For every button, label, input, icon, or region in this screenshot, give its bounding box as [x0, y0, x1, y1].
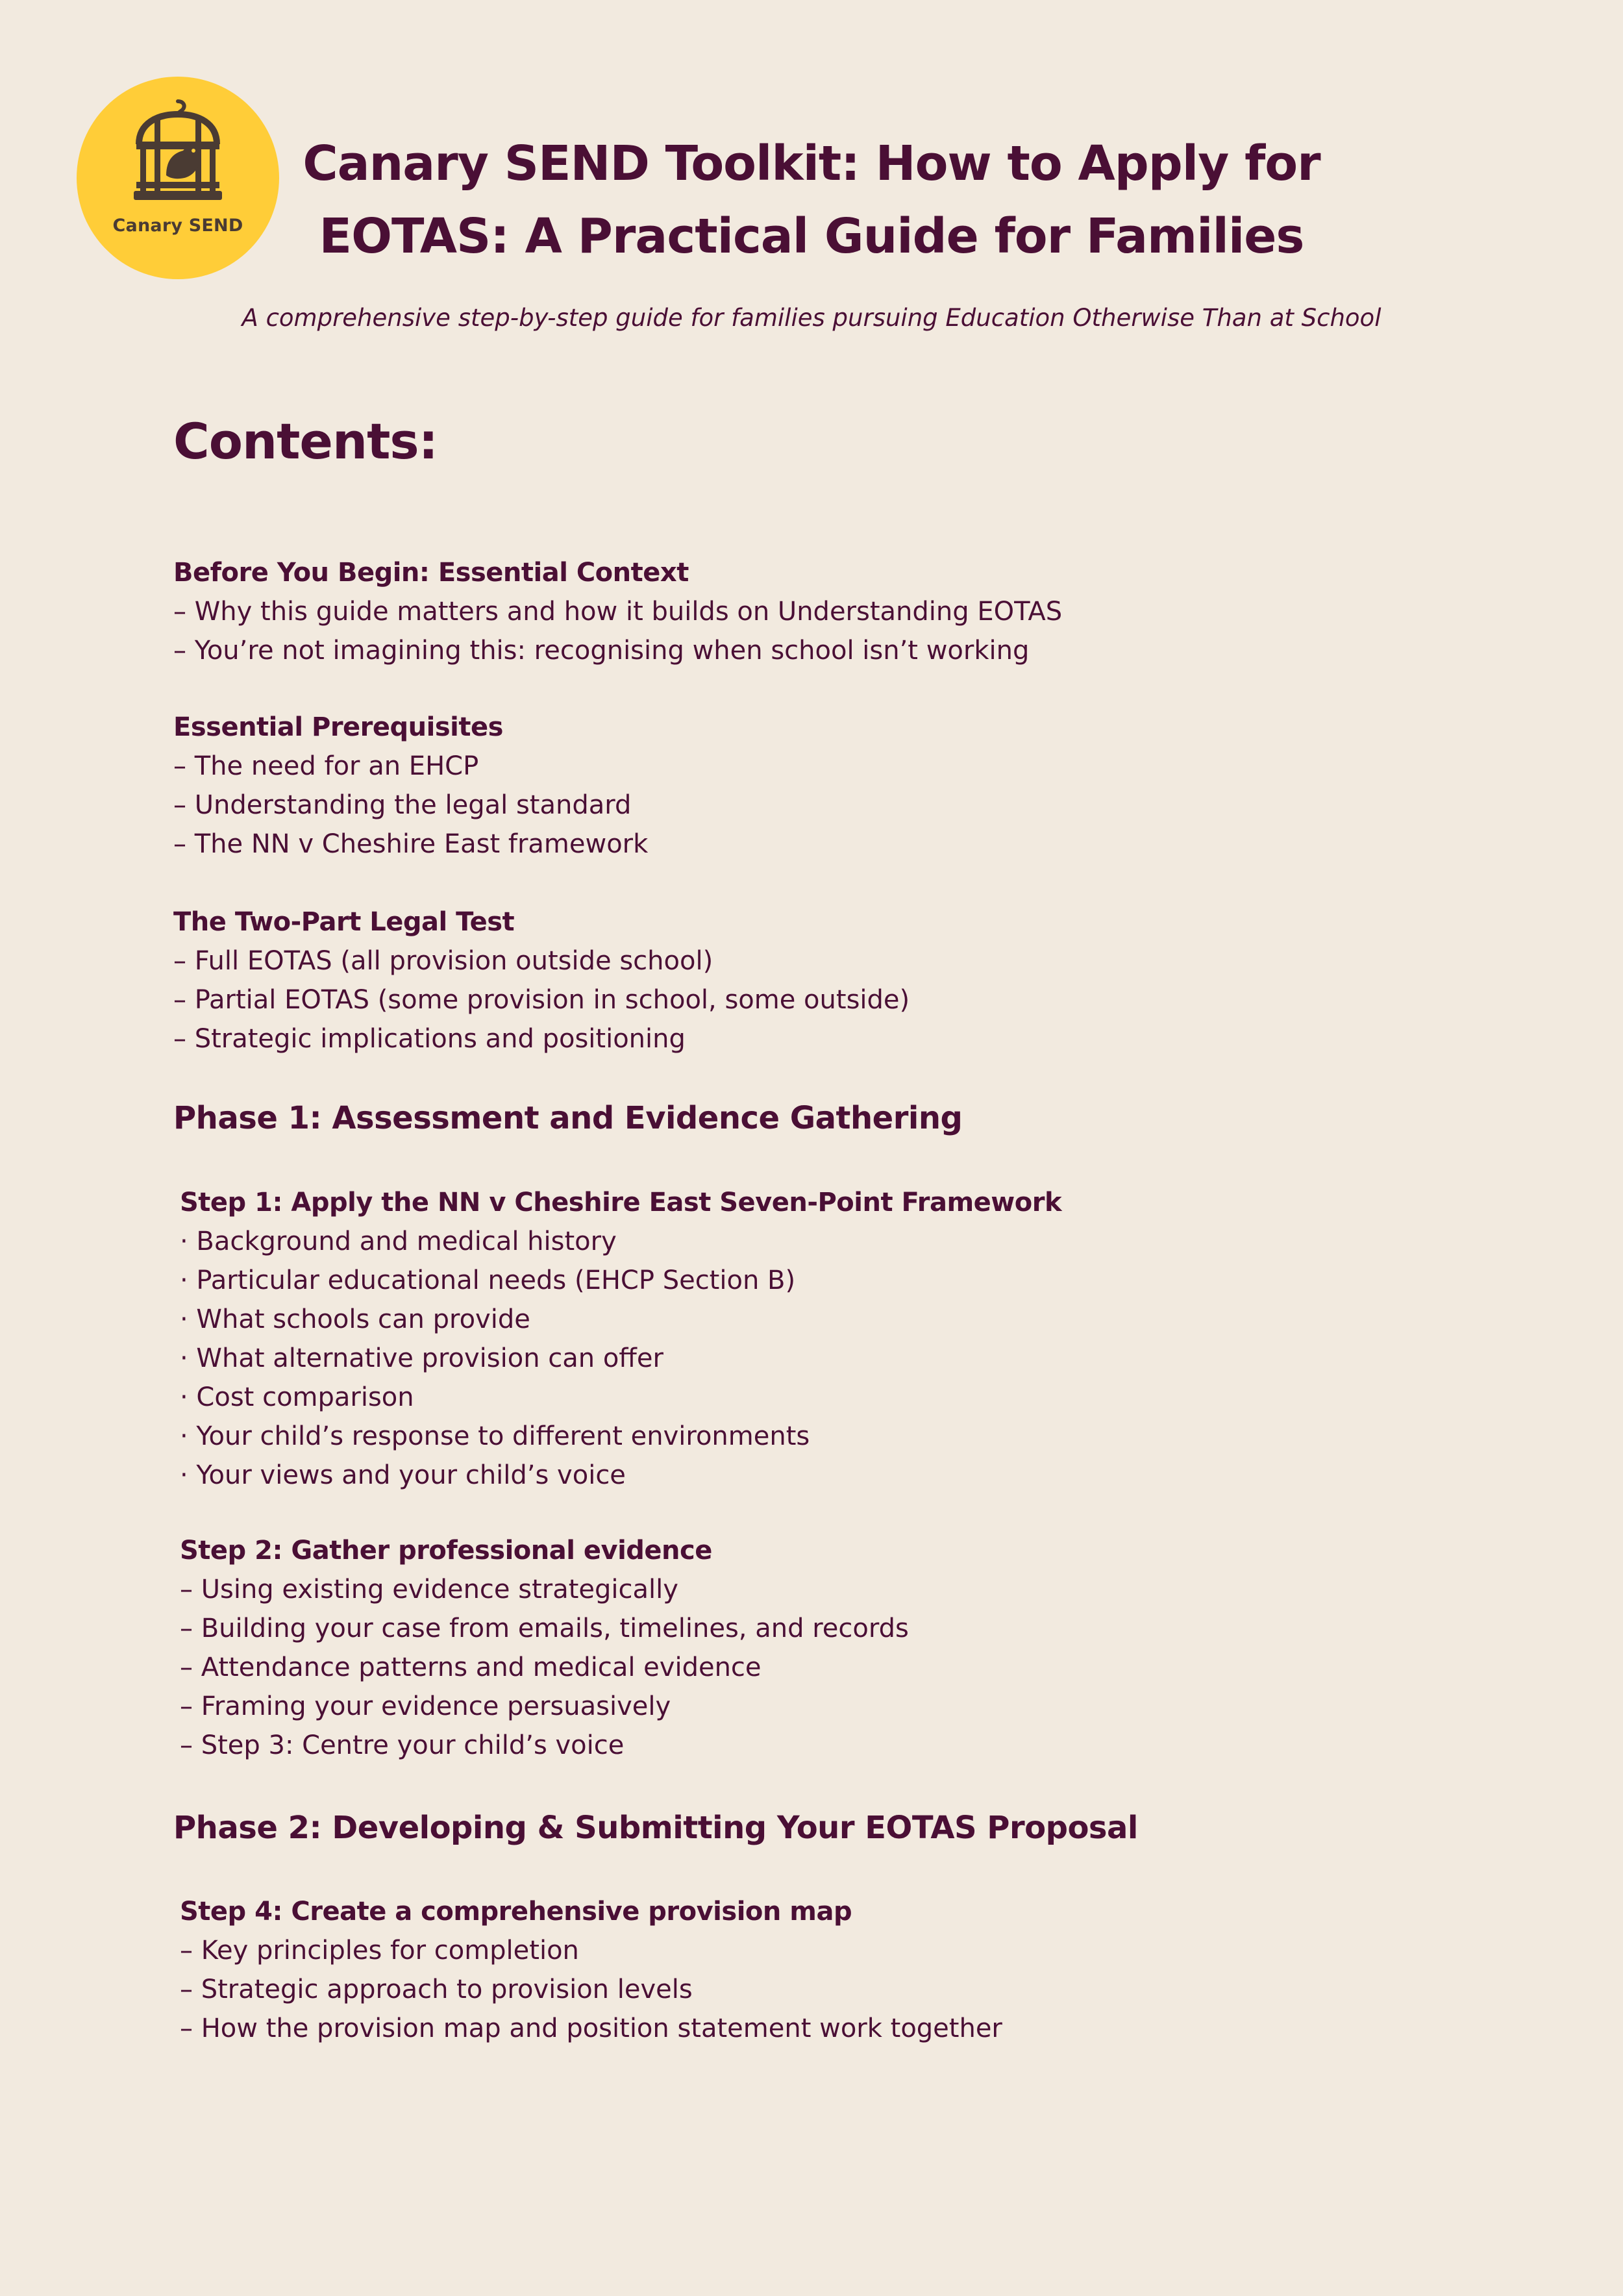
phase-2-title: Phase 2: Developing & Submitting Your EOTAS Proposal — [173, 1810, 1138, 1846]
list-item: – Key principles for completion — [180, 1936, 579, 1965]
list-item: · What alternative provision can offer — [180, 1343, 663, 1373]
section-items — [173, 592, 1472, 670]
list-item: – Using existing evidence strategically — [180, 1575, 678, 1604]
list-item: – Full EOTAS (all provision outside school) — [173, 946, 713, 976]
section-step-4 — [180, 1892, 1478, 2048]
list-item: · Background and medical history — [180, 1227, 617, 1256]
list-item: · What schools can provide — [180, 1304, 530, 1334]
section-step-2 — [180, 1531, 1478, 1765]
section-title: Essential Prerequisites — [173, 712, 503, 742]
list-item: · Cost comparison — [180, 1382, 414, 1412]
section-before-you-begin — [173, 553, 1472, 670]
step-title: Step 2: Gather professional evidence — [180, 1536, 712, 1566]
list-item: – The need for an EHCP — [173, 751, 479, 781]
canary-send-logo — [77, 77, 279, 279]
list-item: · Your views and your child’s voice — [180, 1460, 626, 1490]
contents-heading: Contents: — [173, 412, 438, 470]
list-item: – How the provision map and position statement work together — [180, 2014, 1002, 2043]
section-step-1 — [180, 1183, 1478, 1495]
list-item: – Partial EOTAS (some provision in school, some outside) — [173, 985, 910, 1015]
section-title: Before You Begin: Essential Context — [173, 558, 689, 588]
section-items — [173, 942, 1472, 1058]
section-items — [173, 747, 1472, 864]
list-item: · Particular educational needs (EHCP Section B) — [180, 1266, 796, 1295]
page-title — [292, 127, 1331, 273]
section-items — [180, 1570, 1478, 1765]
phase-1-title: Phase 1: Assessment and Evidence Gathering — [173, 1100, 963, 1136]
title-line-2: EOTAS: A Practical Guide for Families — [319, 208, 1304, 264]
list-item: – You’re not imagining this: recognising when school isn’t working — [173, 636, 1030, 666]
section-items — [180, 1931, 1478, 2048]
section-legal-test — [173, 903, 1472, 1058]
list-item: – The NN v Cheshire East framework — [173, 829, 649, 859]
list-item: – Building your case from emails, timelines, and records — [180, 1614, 909, 1643]
list-item: – Step 3: Centre your child’s voice — [180, 1730, 625, 1760]
list-item: – Understanding the legal standard — [173, 790, 632, 820]
title-line-1: Canary SEND Toolkit: How to Apply for — [303, 136, 1320, 192]
section-title: The Two-Part Legal Test — [173, 907, 515, 937]
birdcage-canary-icon — [132, 99, 223, 203]
list-item: – Framing your evidence persuasively — [180, 1691, 671, 1721]
step-title: Step 1: Apply the NN v Cheshire East Seven-Point Framework — [180, 1188, 1062, 1217]
logo-text: Canary SEND — [112, 216, 243, 236]
list-item: · Your child’s response to different environments — [180, 1421, 810, 1451]
list-item: – Why this guide matters and how it builds on Understanding EOTAS — [173, 597, 1063, 627]
list-item: – Attendance patterns and medical evidence — [180, 1653, 762, 1682]
list-item: – Strategic implications and positioning — [173, 1024, 686, 1054]
list-item: – Strategic approach to provision levels — [180, 1975, 693, 2004]
step-title: Step 4: Create a comprehensive provision map — [180, 1897, 852, 1927]
section-prerequisites — [173, 708, 1472, 864]
page-subtitle: A comprehensive step-by-step guide for families pursuing Education Otherwise Than at School — [242, 304, 1381, 332]
section-items — [180, 1222, 1478, 1495]
